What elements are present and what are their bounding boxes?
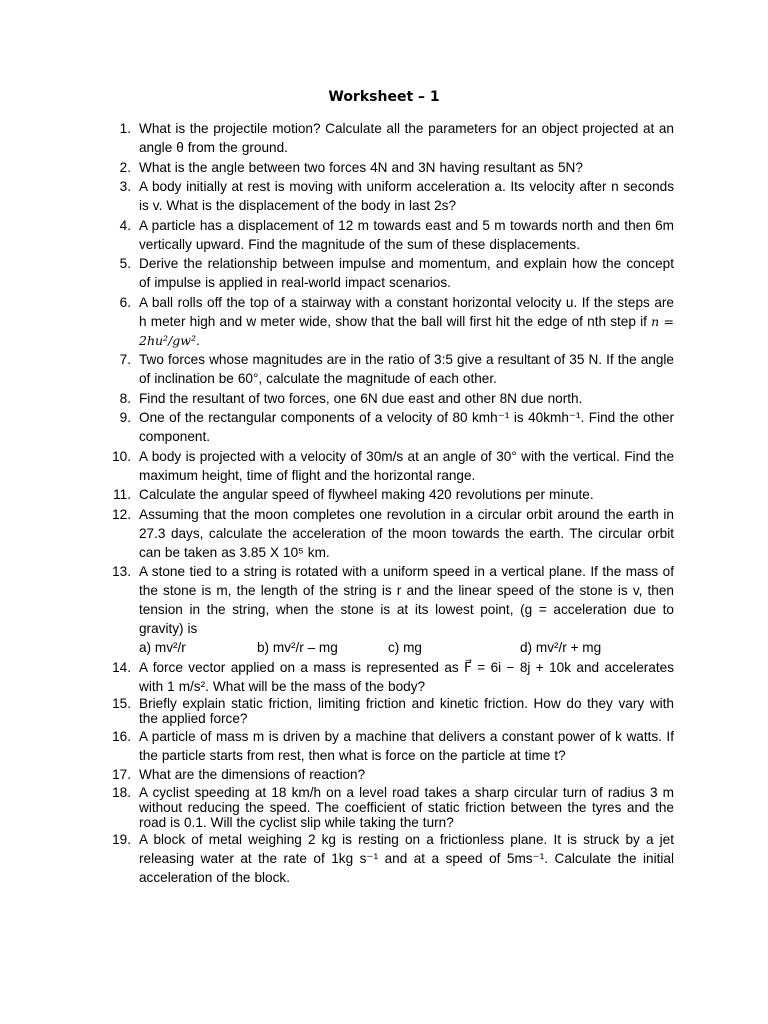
question-item bbox=[0, 293, 674, 350]
question-item bbox=[0, 785, 674, 830]
option-c: c) mg bbox=[388, 640, 422, 655]
question-text: Calculate the angular speed of flywheel making 420 revolutions per minute. bbox=[139, 487, 594, 502]
question-text-tail: . bbox=[196, 332, 200, 348]
question-number: 16. bbox=[112, 728, 131, 744]
question-number: 7. bbox=[119, 352, 131, 367]
question-item bbox=[0, 254, 674, 292]
question-text: Derive the relationship between impulse and momentum, and explain how the concept of impulse is applied in real-world impact scenarios. bbox=[139, 256, 674, 290]
question-number: 6. bbox=[119, 294, 131, 310]
page-title: Worksheet – 1 bbox=[328, 89, 440, 105]
question-number: 17. bbox=[112, 767, 131, 782]
question-text bbox=[139, 293, 674, 350]
question-number: 19. bbox=[112, 832, 131, 847]
question-text: A block of metal weighing 2 kg is resting on a frictionless plane. It is struck by a jet releasing water at the rate of 1kg s⁻¹ and at a speed of 5ms⁻¹. Calculate the initial acceleration of the block. bbox=[139, 832, 674, 885]
question-text-body: A ball rolls off the top of a stairway with a constant horizontal velocity u. If the steps are h meter high and w meter wide, show that the ball will first hit the edge of nth step if bbox=[139, 294, 674, 329]
option-b: b) mv²/r – mg bbox=[257, 640, 338, 655]
question-number: 4. bbox=[119, 217, 131, 233]
question-text: Two forces whose magnitudes are in the ratio of 3:5 give a resultant of 35 N. If the angle of inclination be 60°, calculate the magnitude of each other. bbox=[139, 352, 674, 386]
question-number: 3. bbox=[119, 179, 131, 194]
question-item bbox=[0, 765, 674, 784]
question-text: A force vector applied on a mass is represented as F⃗ = 6i − 8j + 10k and accelerates with 1 m/s². What will be the mass of the body? bbox=[139, 659, 674, 694]
question-text: A body initially at rest is moving with uniform acceleration a. Its velocity after n seconds is v. What is the displacement of the body in last 2s? bbox=[139, 179, 674, 213]
question-text: A particle of mass m is driven by a machine that delivers a constant power of k watts. If the particle starts from rest, then what is force on the particle at time t? bbox=[139, 728, 674, 763]
question-number: 15. bbox=[112, 696, 131, 711]
question-item bbox=[0, 177, 674, 215]
question-number: 11. bbox=[113, 487, 131, 502]
question-number: 5. bbox=[119, 256, 131, 271]
question-item bbox=[0, 658, 674, 696]
question-number: 18. bbox=[112, 784, 131, 800]
question-number: 14. bbox=[112, 659, 131, 675]
question-text: One of the rectangular components of a velocity of 80 kmh⁻¹ is 40kmh⁻¹. Find the other component. bbox=[139, 410, 674, 444]
question-text: A cyclist speeding at 18 km/h on a level road takes a sharp circular turn of radius 3 m without reducing the speed. The coefficient of static friction between the tyres and the road is 0.1. Will the cyclist slip while taking the turn? bbox=[139, 784, 674, 830]
question-text: A particle has a displacement of 12 m towards east and 5 m towards north and then 6m vertically upward. Find the magnitude of the sum of these displacements. bbox=[139, 217, 674, 252]
question-number: 1. bbox=[119, 121, 131, 136]
question-text: What is the angle between two forces 4N and 3N having resultant as 5N? bbox=[139, 159, 583, 175]
question-item bbox=[0, 408, 674, 446]
question-item bbox=[0, 727, 674, 765]
question-number: 10. bbox=[112, 448, 131, 464]
question-text: Find the resultant of two forces, one 6N due east and other 8N due north. bbox=[139, 390, 583, 406]
question-formula: n = 2hu²/gw² bbox=[139, 313, 674, 348]
question-number: 12. bbox=[112, 506, 131, 522]
question-list bbox=[0, 119, 768, 888]
option-d: d) mv²/r + mg bbox=[520, 640, 602, 655]
question-item bbox=[0, 447, 674, 485]
question-number: 2. bbox=[119, 159, 131, 175]
answer-options bbox=[139, 639, 674, 657]
question-text: What is the projectile motion? Calculate all the parameters for an object projected at an angle θ from the ground. bbox=[139, 121, 674, 155]
question-item bbox=[0, 216, 674, 254]
question-item bbox=[0, 505, 674, 562]
question-item bbox=[0, 119, 674, 157]
question-text: Briefly explain static friction, limiting friction and kinetic friction. How do they vary with the applied force? bbox=[139, 696, 674, 726]
question-item bbox=[0, 830, 674, 887]
question-item bbox=[0, 158, 674, 177]
question-text: Assuming that the moon completes one revolution in a circular orbit around the earth in 27.3 days, calculate the acceleration of the moon towards the earth. The circular orbit can be taken as 3.85 X 10⁵ km. bbox=[139, 506, 674, 560]
question-item bbox=[0, 485, 674, 504]
question-item bbox=[0, 696, 674, 726]
question-text: A stone tied to a string is rotated with a uniform speed in a vertical plane. If the mass of the stone is m, the length of the string is r and the linear speed of the stone is v, then tension in the string, when the stone is at its lowest point, (g = acceleration due to gravity) is bbox=[139, 564, 674, 636]
question-item bbox=[0, 389, 674, 408]
question-text: What are the dimensions of reaction? bbox=[139, 767, 366, 782]
question-item bbox=[0, 350, 674, 388]
question-item bbox=[0, 562, 674, 657]
question-number: 9. bbox=[119, 410, 131, 425]
question-text: A body is projected with a velocity of 30m/s at an angle of 30° with the vertical. Find the maximum height, time of flight and the horizontal range. bbox=[139, 448, 674, 483]
option-a: a) mv²/r bbox=[139, 640, 186, 655]
question-number: 8. bbox=[119, 390, 131, 406]
question-number: 13. bbox=[112, 564, 131, 579]
